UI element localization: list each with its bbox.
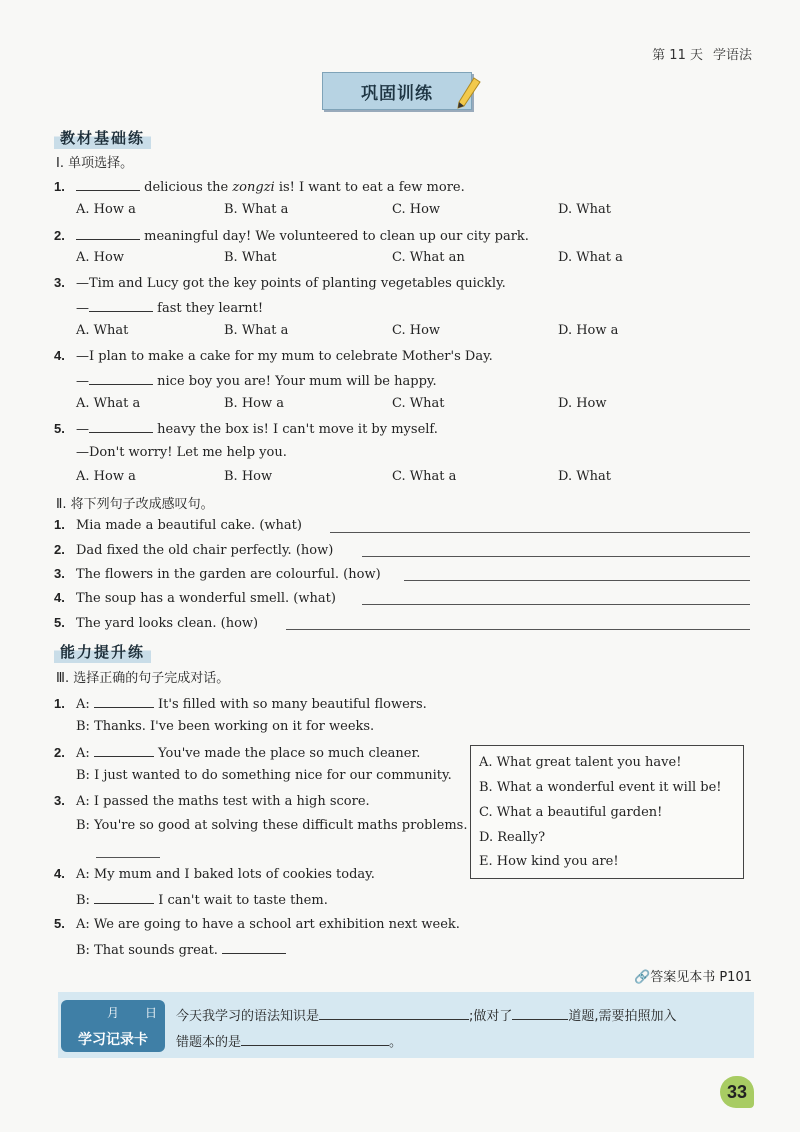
option-d[interactable]: D. What bbox=[558, 202, 611, 217]
record-card-label: 学习记录卡 bbox=[78, 1032, 148, 1048]
option-b[interactable]: B. What bbox=[224, 250, 277, 265]
answer-line[interactable] bbox=[286, 629, 750, 630]
page-title: 巩固训练 bbox=[322, 72, 472, 110]
answer-blank[interactable] bbox=[94, 744, 154, 757]
dialog-option: B. What a wonderful event it will be! bbox=[479, 780, 722, 795]
option-d[interactable]: D. What bbox=[558, 469, 611, 484]
link-icon: 🔗 bbox=[634, 970, 651, 985]
section-heading-basic: 教材基础练 bbox=[54, 126, 151, 149]
dialog-option: A. What great talent you have! bbox=[479, 755, 682, 770]
answer-blank[interactable] bbox=[94, 695, 154, 708]
answer-blank[interactable] bbox=[96, 857, 160, 858]
dialog-option: D. Really? bbox=[479, 830, 546, 845]
rewrite-item: 2. Dad fixed the old chair perfectly. (how) bbox=[54, 542, 334, 558]
record-line-2: 错题本的是 。 bbox=[176, 1035, 403, 1050]
option-d[interactable]: D. What a bbox=[558, 250, 623, 265]
record-line-1: 今天我学习的语法知识是 ;做对了 道题,需要拍照加入 bbox=[176, 1009, 677, 1024]
dialog-3-a: 3. A: I passed the maths test with a high score. bbox=[54, 793, 370, 809]
dialog-option: C. What a beautiful garden! bbox=[479, 805, 663, 820]
page-number: 33 bbox=[720, 1076, 754, 1108]
answer-blank[interactable] bbox=[76, 227, 140, 240]
answer-line[interactable] bbox=[362, 604, 750, 605]
question-1: 1. delicious the zongzi is! I want to eat a few more. bbox=[54, 179, 465, 195]
page-header bbox=[652, 44, 752, 63]
option-d[interactable]: D. How a bbox=[558, 323, 619, 338]
answer-blank[interactable] bbox=[94, 891, 154, 904]
answer-line[interactable] bbox=[404, 580, 750, 581]
option-a[interactable]: A. How a bbox=[76, 202, 136, 217]
option-c[interactable]: C. What a bbox=[392, 469, 457, 484]
rewrite-item: 4. The soup has a wonderful smell. (what) bbox=[54, 590, 336, 606]
rewrite-item: 3. The flowers in the garden are colourful. (how) bbox=[54, 566, 381, 582]
question-3-reply: — fast they learnt! bbox=[76, 301, 264, 316]
dialog-5-a: 5. A: We are going to have a school art exhibition next week. bbox=[54, 916, 460, 932]
dialog-5-b: B: That sounds great. bbox=[76, 941, 286, 958]
answer-blank[interactable] bbox=[222, 941, 286, 954]
dialog-4-b: B: I can't wait to taste them. bbox=[76, 893, 328, 908]
dialog-2-b: B: I just wanted to do something nice for our community. bbox=[76, 768, 452, 783]
topic-label: 学语法 bbox=[712, 48, 752, 63]
options-box bbox=[470, 745, 744, 879]
option-c[interactable]: C. How bbox=[392, 323, 441, 338]
option-a[interactable]: A. How bbox=[76, 250, 124, 265]
count-blank[interactable] bbox=[512, 1007, 568, 1020]
dialog-1-a: 1. A: It's filled with so many beautiful flowers. bbox=[54, 696, 427, 712]
option-a[interactable]: A. What a bbox=[76, 396, 141, 411]
option-d[interactable]: D. How bbox=[558, 396, 607, 411]
dialog-option: E. How kind you are! bbox=[479, 854, 619, 869]
day-label: 日 bbox=[145, 1006, 160, 1020]
answer-line[interactable] bbox=[362, 556, 750, 557]
part1-label: Ⅰ. 单项选择。 bbox=[56, 156, 134, 171]
option-b[interactable]: B. What a bbox=[224, 323, 289, 338]
dialog-4-a: 4. A: My mum and I baked lots of cookies today. bbox=[54, 866, 375, 882]
part3-label: Ⅲ. 选择正确的句子完成对话。 bbox=[56, 671, 230, 686]
record-card-badge bbox=[61, 1000, 165, 1052]
option-a[interactable]: A. How a bbox=[76, 469, 136, 484]
question-4-reply: — nice boy you are! Your mum will be happy. bbox=[76, 374, 437, 389]
dialog-2-a: 2. A: You've made the place so much cleaner. bbox=[54, 745, 421, 761]
mistake-blank[interactable] bbox=[241, 1033, 389, 1046]
day-label: 第 11 天 bbox=[652, 48, 703, 63]
month-label: 月 bbox=[106, 1006, 121, 1020]
answer-reference: 🔗答案见本书 P101 bbox=[634, 970, 752, 985]
option-a[interactable]: A. What bbox=[76, 323, 129, 338]
option-c[interactable]: C. What bbox=[392, 396, 445, 411]
part2-label: Ⅱ. 将下列句子改成感叹句。 bbox=[56, 497, 214, 512]
rewrite-item: 5. The yard looks clean. (how) bbox=[54, 615, 259, 631]
rewrite-item: 1. Mia made a beautiful cake. (what) bbox=[54, 517, 302, 533]
answer-blank[interactable] bbox=[89, 372, 153, 385]
dialog-3-b: B: You're so good at solving these difficult maths problems. bbox=[76, 818, 468, 833]
answer-line[interactable] bbox=[330, 532, 750, 533]
option-b[interactable]: B. How bbox=[224, 469, 273, 484]
pencil-icon bbox=[456, 76, 482, 110]
question-5: 5. — heavy the box is! I can't move it by myself. bbox=[54, 421, 438, 437]
question-4: 4. —I plan to make a cake for my mum to celebrate Mother's Day. bbox=[54, 348, 493, 364]
answer-blank[interactable] bbox=[89, 420, 153, 433]
question-2: 2. meaningful day! We volunteered to clean up our city park. bbox=[54, 228, 529, 244]
option-c[interactable]: C. What an bbox=[392, 250, 465, 265]
section-heading-advanced: 能力提升练 bbox=[54, 640, 151, 663]
dialog-1-b: B: Thanks. I've been working on it for weeks. bbox=[76, 719, 375, 734]
question-5-reply: —Don't worry! Let me help you. bbox=[76, 445, 287, 460]
grammar-blank[interactable] bbox=[319, 1007, 469, 1020]
answer-blank[interactable] bbox=[76, 178, 140, 191]
option-c[interactable]: C. How bbox=[392, 202, 441, 217]
option-b[interactable]: B. What a bbox=[224, 202, 289, 217]
option-b[interactable]: B. How a bbox=[224, 396, 284, 411]
question-3: 3. —Tim and Lucy got the key points of planting vegetables quickly. bbox=[54, 275, 506, 291]
answer-blank[interactable] bbox=[89, 299, 153, 312]
